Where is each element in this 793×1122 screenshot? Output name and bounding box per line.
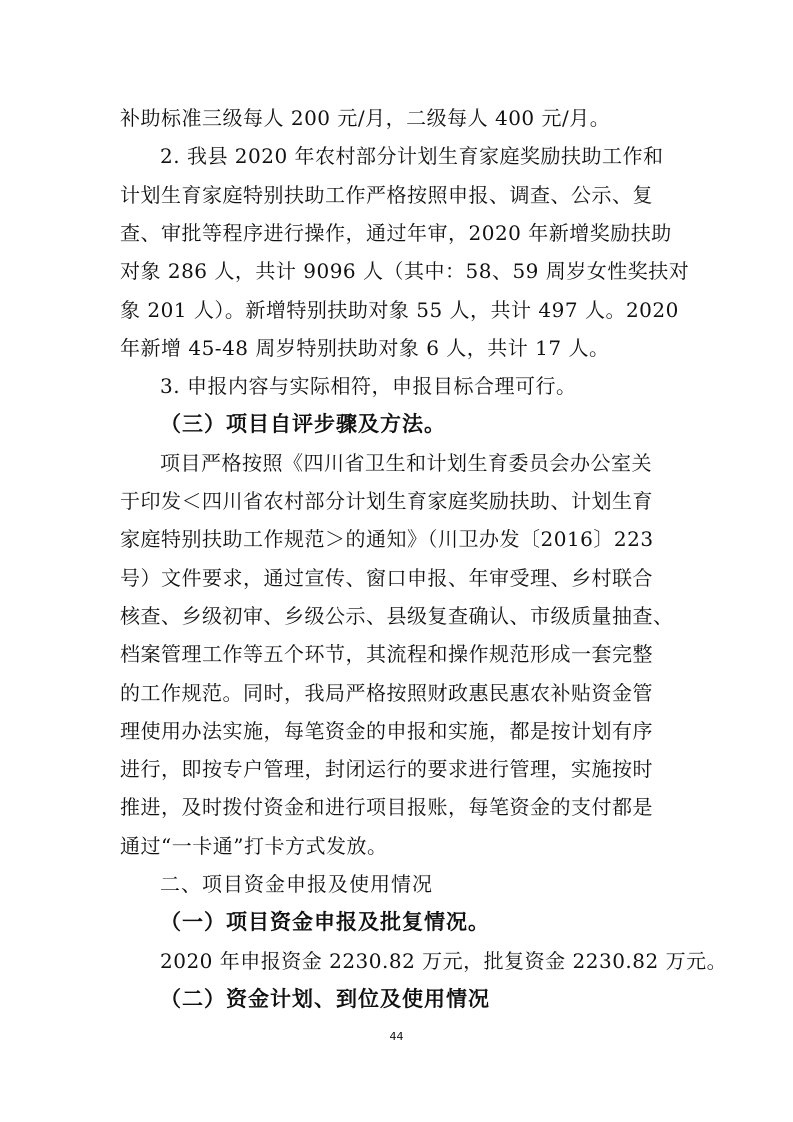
paragraph-line: 推进，及时拨付资金和进行项目报账，每笔资金的支付都是 — [120, 795, 653, 819]
paragraph-line: 象 201 人）。新增特别扶助对象 55 人，共计 497 人。2020 — [120, 298, 679, 322]
paragraph-line: 的工作规范。同时，我局严格按照财政惠民惠农补贴资金管 — [120, 681, 653, 705]
section-heading: （三）项目自评步骤及方法。 — [160, 411, 446, 436]
page-number: 44 — [389, 1030, 404, 1043]
paragraph-line: 2020 年申报资金 2230.82 万元，批复资金 2230.82 万元。 — [160, 949, 728, 973]
paragraph-line: 家庭特别扶助工作规范＞的通知》（川卫办发〔2016〕223 — [120, 527, 654, 551]
subsection-heading: （二）资金计划、到位及使用情况 — [160, 986, 490, 1011]
paragraph-line: 于印发＜四川省农村部分计划生育家庭奖励扶助、计划生育 — [120, 489, 653, 513]
subsection-heading: （一）项目资金申报及批复情况。 — [160, 909, 490, 934]
paragraph-line: 年新增 45-48 周岁特别扶助对象 6 人，共计 17 人。 — [120, 336, 610, 360]
paragraph-line: 计划生育家庭特别扶助工作严格按照申报、调查、公示、复 — [120, 183, 653, 207]
paragraph-line: 进行，即按专户管理，封闭运行的要求进行管理，实施按时 — [120, 757, 653, 781]
paragraph-line: 档案管理工作等五个环节，其流程和操作规范形成一套完整 — [120, 642, 653, 666]
paragraph-line: 项目严格按照《四川省卫生和计划生育委员会办公室关 — [160, 451, 652, 475]
paragraph-line: 号）文件要求，通过宣传、窗口申报、年审受理、乡村联合 — [120, 566, 653, 590]
paragraph-line: 2. 我县 2020 年农村部分计划生育家庭奖励扶助工作和 — [160, 144, 664, 168]
paragraph-line: 补助标准三级每人 200 元/月，二级每人 400 元/月。 — [120, 106, 611, 130]
paragraph-line: 3. 申报内容与实际相符，申报目标合理可行。 — [160, 374, 577, 398]
paragraph-line: 通过“一卡通”打卡方式发放。 — [120, 834, 388, 858]
paragraph-line: 查、审批等程序进行操作，通过年审，2020 年新增奖励扶助 — [120, 221, 672, 245]
paragraph-line: 核查、乡级初审、乡级公示、县级复查确认、市级质量抽查、 — [120, 604, 674, 628]
paragraph-line: 理使用办法实施，每笔资金的申报和实施，都是按计划有序 — [120, 719, 653, 743]
section-heading: 二、项目资金申报及使用情况 — [160, 872, 433, 896]
paragraph-line: 对象 286 人，共计 9096 人（其中：58、59 周岁女性奖扶对 — [120, 259, 690, 283]
